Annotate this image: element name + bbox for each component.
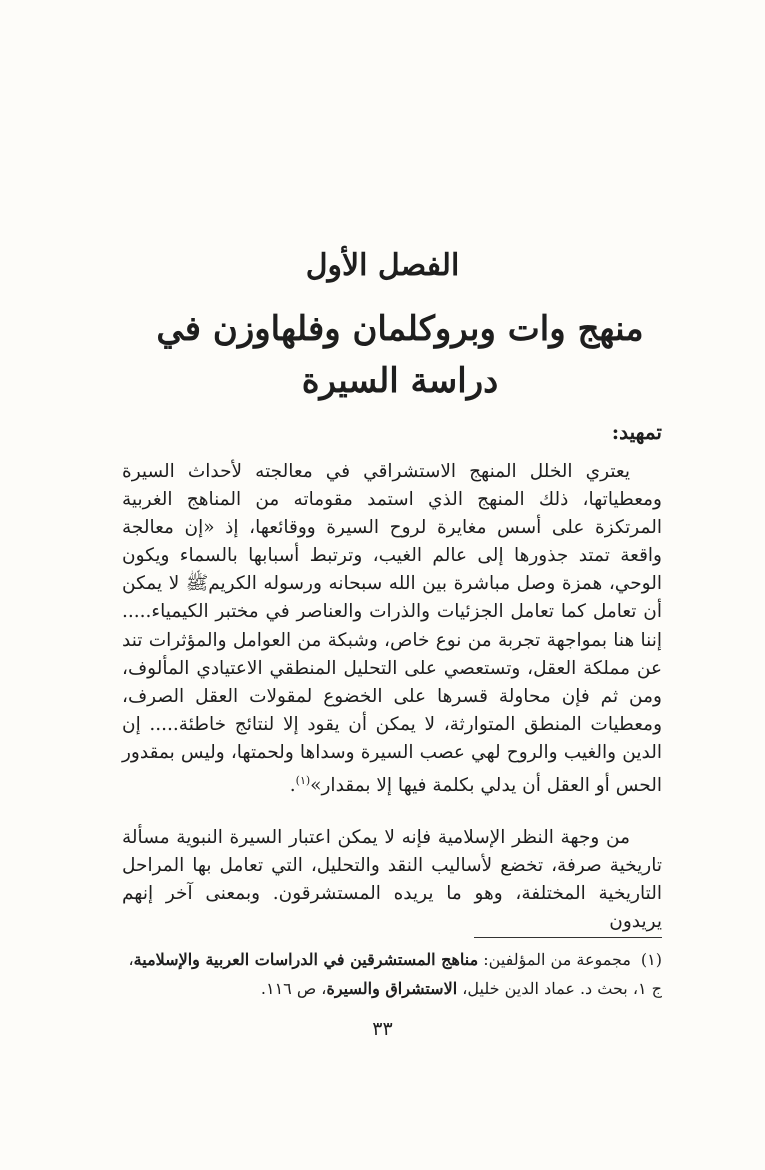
footnote-article-title: الاستشراق والسيرة [326,979,458,998]
footnote-middle: ، ج ١، بحث د. عماد الدين خليل، [128,950,662,998]
chapter-title: منهج وات وبروكلمان وفلهاوزن في دراسة السيرة [156,309,644,401]
paragraph-1-end: . [289,775,296,797]
footnote [117,945,662,1003]
footnote-reference: (١) [295,774,311,788]
footnote-prefix: مجموعة من المؤلفين: [478,950,631,969]
footnote-number: (١) [640,950,662,969]
footnote-suffix: ، ص ١١٦. [260,979,327,998]
intro-heading: تمهيد: [611,420,662,444]
paragraph-2: من وجهة النظر الإسلامية فإنه لا يمكن اعتبار السيرة النبوية مسألة تاريخية صرفة، تخضع لأساليب النقد والتحليل، التي تعامل بها المراحل التاريخية المختلفة، وهو ما يريده المستشرقون. وبمعنى آخر إنهم يريدون [122,827,662,933]
page-number: ٣٣ [372,1018,393,1040]
footnote-divider [474,937,662,938]
footnote-book-title: مناهج المستشرقين في الدراسات العربية والإسلامية [133,950,479,969]
paragraph-1-text: يعتري الخلل المنهج الاستشراقي في معالجته لأحداث السيرة ومعطياتها، ذلك المنهج الذي استمد مقوماته من المناهج الغربية المرتكزة على أسس مغايرة لروح السيرة ووقائعها، إذ «إن معالجة واقعة تمتد جذورها إلى عالم الغيب، وترتبط أسبابها بالسماء ويكون الوحي، همزة وصل مباشرة بين الله سبحانه ورسوله الكريمﷺ لا يمكن أن تعامل كما تعامل الجزئيات والذرات والعناصر في مختبر الكيمياء..... إننا هنا بمواجهة تجربة من نوع خاص، وشبكة من العوامل والمؤثرات تند عن مملكة العقل، وتستعصي على التحليل المنطقي الاعتيادي المألوف، ومن ثم فإن محاولة قسرها على الخضوع لمقولات العقل الصرف، ومعطيات المنطق المتوارثة، لا يمكن أن يقود إلا لنتائج خاطئة..... إن الدين والغيب والروح لهي عصب السيرة وسداها ولحمتها، وليس بمقدور الحس أو العقل أن يدلي بكلمة فيها إلا بمقدار» [122,461,662,797]
paragraph-1 [122,458,662,800]
chapter-label: الفصل الأول [305,248,460,283]
